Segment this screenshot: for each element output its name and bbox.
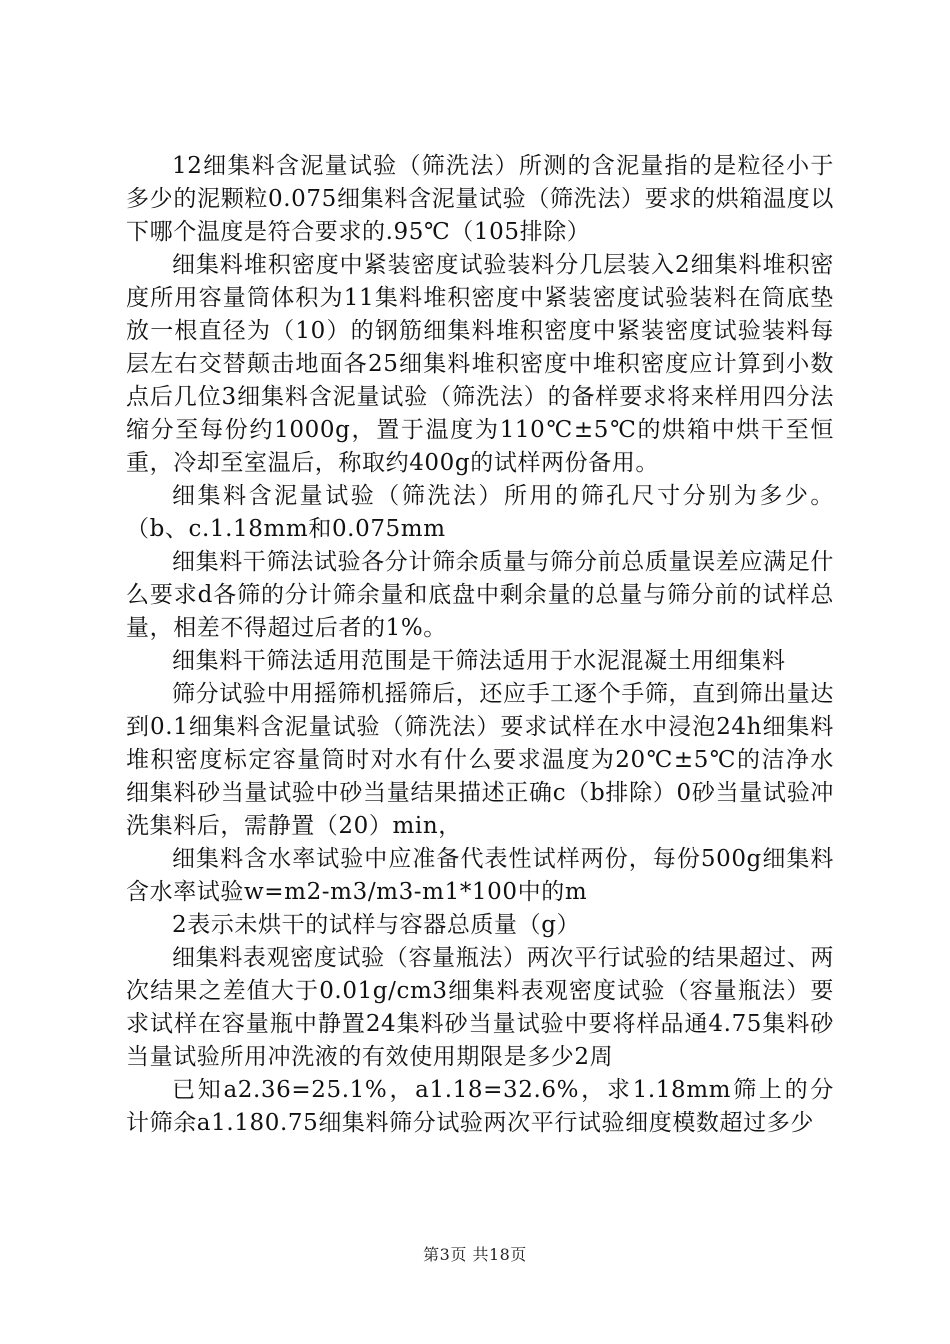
document-body — [126, 150, 834, 1140]
paragraph: 细集料含水率试验中应准备代表性试样两份，每份500g细集料含水率试验w=m2-m3/m3-m1*100中的m — [126, 846, 834, 905]
paragraph: 已知a2.36=25.1%，a1.18=32.6%，求1.18mm筛上的分计筛余a1.180.75细集料筛分试验两次平行试验细度模数超过多少 — [126, 1077, 834, 1136]
paragraph: 细集料干筛法试验各分计筛余质量与筛分前总质量误差应满足什么要求d各筛的分计筛余量和底盘中剩余量的总量与筛分前的试样总量，相差不得超过后者的1%。 — [126, 549, 834, 641]
paragraph: 细集料干筛法适用范围是干筛法适用于水泥混凝土用细集料 — [172, 648, 786, 674]
paragraph: 细集料表观密度试验（容量瓶法）两次平行试验的结果超过、两次结果之差值大于0.01g/cm3细集料表观密度试验（容量瓶法）要求试样在容量瓶中静置24集料砂当量试验中要将样品通4.75集料砂当量试验所用冲洗液的有效使用期限是多少2周 — [126, 945, 834, 1070]
paragraph: 12细集料含泥量试验（筛洗法）所测的含泥量指的是粒径小于多少的泥颗粒0.075细集料含泥量试验（筛洗法）要求的烘箱温度以下哪个温度是符合要求的.95℃（105排除） — [126, 153, 834, 245]
paragraph: 细集料含泥量试验（筛洗法）所用的筛孔尺寸分别为多少。（b、c.1.18mm和0.075mm — [126, 483, 834, 542]
page-number-label: 第3页 共18页 — [423, 1245, 527, 1264]
paragraph: 细集料堆积密度中紧装密度试验装料分几层装入2细集料堆积密度所用容量筒体积为11集料堆积密度中紧装密度试验装料在筒底垫放一根直径为（10）的钢筋细集料堆积密度中紧装密度试验装料每层左右交替颠击地面各25细集料堆积密度中堆积密度应计算到小数点后几位3细集料含泥量试验（筛洗法）的备样要求将来样用四分法缩分至每份约1000g，置于温度为110℃±5℃的烘箱中烘干至恒重，冷却至室温后，称取约400g的试样两份备用。 — [126, 252, 834, 476]
paragraph: 筛分试验中用摇筛机摇筛后，还应手工逐个手筛，直到筛出量达到0.1细集料含泥量试验（筛洗法）要求试样在水中浸泡24h细集料堆积密度标定容量筒时对水有什么要求温度为20℃±5℃的洁净水细集料砂当量试验中砂当量结果描述正确c（b排除）0砂当量试验冲洗集料后，需静置（20）min， — [126, 681, 834, 839]
page-footer — [0, 1242, 950, 1265]
paragraph: 2表示未烘干的试样与容器总质量（g） — [172, 912, 581, 938]
